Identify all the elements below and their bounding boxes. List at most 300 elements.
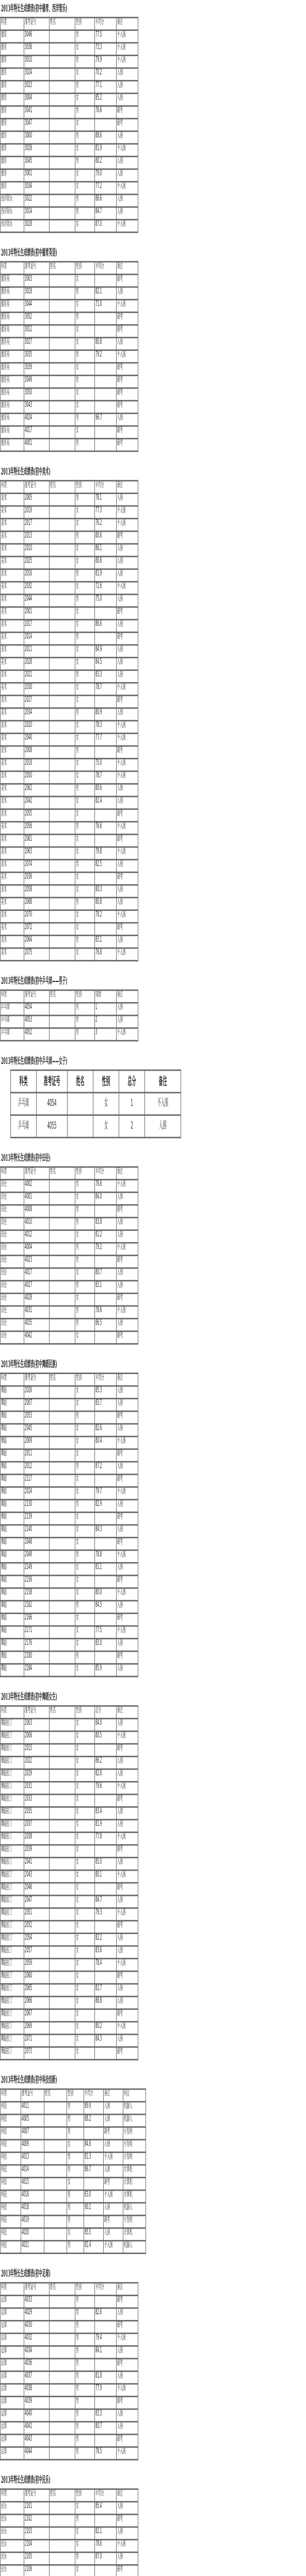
table-cell: 美术 [1, 582, 24, 595]
table-cell: 美术 [1, 733, 24, 746]
table-cell: 入围 [117, 1563, 138, 1575]
table-cell: 男 [75, 2320, 95, 2333]
table-cell: 女 [75, 1996, 95, 2009]
table-cell [95, 401, 117, 414]
column-header: 备注 [117, 990, 138, 1003]
table-cell: 入围 [117, 670, 138, 683]
table-cell: 2027 [24, 696, 50, 708]
table-cell: 2104 [24, 2539, 50, 2552]
table-cell: 女 [75, 809, 95, 822]
table-cell [50, 1386, 75, 1399]
table-cell [50, 388, 75, 401]
table-cell [95, 363, 117, 376]
table-cell [50, 936, 75, 948]
table-cell [95, 426, 117, 439]
table-cell: 机器人 [123, 2114, 146, 2127]
table-cell [50, 2384, 75, 2397]
table-cell: 缺考 [117, 401, 138, 414]
table-row [1, 1719, 138, 1732]
table-cell: 79.8 [95, 847, 117, 860]
table-cell: 缺考 [117, 1971, 138, 1984]
table-cell [95, 312, 117, 325]
table-cell: 男 [75, 2514, 95, 2527]
table-cell: 男 [75, 936, 95, 948]
table-cell [95, 923, 117, 936]
section-gap [0, 233, 306, 244]
table-cell: 4030 [24, 2320, 50, 2333]
table-cell: 女 [75, 1769, 95, 1782]
table-cell: 美术 [1, 531, 24, 544]
table-cell: 德育 [1, 43, 24, 56]
table-cell: 2103 [24, 2527, 50, 2540]
column-header: 准考证号 [24, 481, 50, 494]
column-header: 备注 [117, 262, 138, 275]
table-cell: 2055 [24, 809, 50, 822]
table-cell: 女 [75, 1639, 95, 1652]
table-cell: 女 [75, 582, 95, 595]
table-cell: 男 [75, 2359, 95, 2371]
score-table [0, 2488, 138, 2576]
table-cell: 足球 [1, 2447, 24, 2460]
table-cell: 美术 [1, 936, 24, 948]
table-cell [44, 2241, 67, 2253]
table-cell: 舞蹈 [1, 1525, 24, 1538]
table-cell: 舞蹈 [1, 1664, 24, 1677]
table-row [1, 93, 138, 106]
table-cell: 不入围 [117, 182, 138, 195]
table-cell: 77.9 [95, 2384, 117, 2397]
table-cell: 83.1 [95, 936, 117, 948]
table-cell: 舞蹈 [1, 1651, 24, 1664]
table-cell: 84.3 [95, 2035, 117, 2047]
table-cell: 缺考 [117, 2320, 138, 2333]
table-cell [84, 2215, 104, 2228]
table-cell: 美术 [1, 923, 24, 936]
table-cell: 女 [75, 506, 95, 519]
table-cell: 女 [75, 1537, 95, 1550]
table-row [1, 733, 138, 746]
table-cell: 女 [75, 885, 95, 898]
table-cell: 4012 [24, 1230, 50, 1243]
table-cell: 足球 [1, 2320, 24, 2333]
table-cell: 男 [75, 2447, 95, 2460]
table-cell [50, 809, 75, 822]
table-cell [95, 1475, 117, 1487]
table-cell [95, 118, 117, 131]
table-cell: 2010 [24, 544, 50, 557]
table-cell: 4017 [24, 426, 50, 439]
table-cell: 女 [75, 544, 95, 557]
table-cell [95, 388, 117, 401]
table-cell: 入围 [117, 1217, 138, 1230]
table-cell: 缺考 [117, 632, 138, 645]
table-cell: 3022 [24, 194, 50, 207]
table-cell: 4042 [24, 1331, 50, 1344]
table-cell: 机器人 [123, 2241, 146, 2253]
table-cell: 2176 [24, 1639, 50, 1652]
table-cell: 3023 [24, 81, 50, 94]
table-cell: 舞蹈拉丁 [1, 2047, 24, 2060]
table-cell: 男 [75, 1318, 95, 1331]
column-header: 科目 [123, 2089, 146, 2102]
table-row [1, 1857, 138, 1870]
column-header: 准考证号 [24, 1374, 50, 1386]
table-row [1, 325, 138, 338]
table-cell: 4007 [21, 2127, 44, 2140]
table-cell: 2149 [24, 1563, 50, 1575]
table-cell: 78.1 [95, 494, 117, 506]
table-cell: 不入围 [117, 910, 138, 923]
column-header: 性别 [75, 481, 95, 494]
table-cell [95, 1921, 117, 1934]
table-cell [50, 1769, 75, 1782]
table-cell: 男 [75, 194, 95, 207]
table-row [1, 1281, 138, 1294]
table-cell: 男 [75, 2434, 95, 2447]
table-row [1, 2308, 138, 2321]
table-cell: 86.2 [95, 1756, 117, 1769]
table-cell: 入围 [117, 1003, 138, 1015]
table-cell: 缺考 [117, 809, 138, 822]
table-cell: 入围 [117, 1399, 138, 1412]
table-row [1, 312, 138, 325]
table-cell [50, 2022, 75, 2035]
column-header: 准考证号 [24, 2283, 50, 2296]
table-cell: 女 [93, 1093, 119, 1115]
table-cell: 舞蹈 [1, 1487, 24, 1500]
table-cell [50, 1217, 75, 1230]
table-cell: 84.7 [95, 1895, 117, 1908]
table-cell: 田径 [1, 1217, 24, 1230]
column-header: 姓名 [50, 18, 75, 30]
table-cell: 78.4 [95, 1959, 117, 1972]
table-cell: 缺考 [117, 1883, 138, 1896]
section-gap [0, 2060, 306, 2072]
table-cell: 2066 [24, 1996, 50, 2009]
table-cell: 缺考 [117, 1449, 138, 1462]
table-cell: 入围 [104, 2203, 123, 2216]
table-cell: 入围 [117, 413, 138, 426]
table-cell: 舞蹈 [1, 1563, 24, 1575]
table-cell [50, 872, 75, 885]
table-cell: 85.2 [95, 93, 117, 106]
table-cell: 81.2 [95, 1230, 117, 1243]
table-cell [50, 1820, 75, 1833]
table-cell: 女 [75, 1525, 95, 1538]
table-cell: 德育 [1, 118, 24, 131]
table-cell: 女 [75, 2047, 95, 2060]
table-row [1, 43, 138, 56]
table-cell: 不入围 [117, 771, 138, 784]
table-cell: 男 [75, 670, 95, 683]
table-cell [50, 1832, 75, 1845]
table-cell [84, 2127, 104, 2140]
table-row [1, 1756, 138, 1769]
table-cell: 2019 [24, 506, 50, 519]
section-title: 2013年特长生成绩表(初中田径) [1, 1152, 51, 1164]
score-section [0, 1053, 306, 1149]
table-cell: 科技 [1, 2102, 21, 2114]
table-cell: 88.2 [84, 2114, 104, 2127]
table-cell: 女 [75, 1908, 95, 1921]
table-cell: 80.8 [95, 337, 117, 350]
table-cell: 2072 [24, 923, 50, 936]
table-cell: 美术 [1, 796, 24, 809]
section-gap [0, 1677, 306, 1688]
table-cell: 入围 [117, 68, 138, 81]
table-cell: 足球 [1, 2434, 24, 2447]
table-cell: 1 [119, 1093, 145, 1115]
table-cell [50, 1651, 75, 1664]
table-cell: 舞蹈拉丁 [1, 1794, 24, 1807]
table-row [1, 1003, 138, 1015]
table-cell: 入围 [117, 2502, 138, 2515]
table-cell: 2034 [24, 708, 50, 721]
table-cell [44, 2153, 67, 2165]
table-cell [50, 544, 75, 557]
table-cell [50, 1487, 75, 1500]
table-cell: 2074 [24, 860, 50, 873]
table-cell [50, 1318, 75, 1331]
table-cell: 男 [75, 569, 95, 582]
column-header: 平均分 [95, 1374, 117, 1386]
table-row [11, 1093, 181, 1115]
table-cell [50, 2346, 75, 2359]
table-cell: 入围 [117, 1664, 138, 1677]
table-cell [50, 683, 75, 696]
score-table [0, 261, 138, 452]
table-cell: 入围 [117, 936, 138, 948]
table-cell [50, 300, 75, 313]
table-row [1, 2165, 146, 2178]
table-row [1, 2371, 138, 2384]
table-cell: 女 [75, 1399, 95, 1412]
table-cell: 2060 [24, 1971, 50, 1984]
table-cell: 男 [75, 81, 95, 94]
table-cell: 科技 [1, 2190, 21, 2203]
table-cell: 2102 [24, 2514, 50, 2527]
column-header: 性别 [67, 2089, 84, 2102]
table-row [1, 657, 138, 670]
table-cell: 舞蹈 [1, 1399, 24, 1412]
table-cell: 84.0 [95, 1192, 117, 1205]
table-cell: 2045 [24, 1424, 50, 1437]
table-cell [50, 645, 75, 658]
table-cell: 4017 [24, 1268, 50, 1281]
table-cell [50, 1934, 75, 1946]
table-row [1, 721, 138, 734]
table-row [1, 144, 138, 157]
table-cell [44, 2127, 67, 2140]
table-cell: 入围 [117, 860, 138, 873]
table-row [1, 494, 138, 506]
table-cell: 缺考 [117, 1293, 138, 1306]
table-cell: 缺考 [117, 438, 138, 451]
table-cell [50, 885, 75, 898]
table-cell: 美术 [1, 556, 24, 569]
table-cell: 入围 [117, 620, 138, 633]
table-cell: 2117 [24, 1475, 50, 1487]
table-cell: 78.8 [95, 1550, 117, 1563]
table-cell: 80.5 [95, 1731, 117, 1744]
table-cell: 女 [75, 835, 95, 848]
table-cell: 男 [75, 438, 95, 451]
table-cell: 舞蹈 [1, 1462, 24, 1475]
score-section [0, 463, 306, 973]
table-cell [50, 43, 75, 56]
table-cell: 田径 [1, 1281, 24, 1294]
table-cell: 女 [75, 1613, 95, 1626]
section-gap [0, 2254, 306, 2265]
table-cell: 德育英 [1, 275, 24, 287]
table-cell: 不入围 [117, 219, 138, 232]
table-cell [95, 2295, 117, 2308]
section-gap [0, 1041, 306, 1053]
table-cell: 2039 [24, 1845, 50, 1858]
table-cell: 80.7 [95, 2422, 117, 2435]
table-cell: 女 [75, 1719, 95, 1732]
table-row [1, 2215, 146, 2228]
table-cell: 科技 [1, 2165, 21, 2178]
table-row [1, 2539, 138, 2552]
table-cell [50, 1639, 75, 1652]
table-cell: 男 [75, 1281, 95, 1294]
table-cell: 男 [75, 2552, 95, 2565]
table-cell: 入围 [117, 1934, 138, 1946]
table-row [1, 106, 138, 119]
table-cell: 87.0 [95, 219, 117, 232]
table-cell [50, 1870, 75, 1883]
table-cell: 84.5 [95, 657, 117, 670]
table-cell: 80.2 [95, 2022, 117, 2035]
column-header: 备注 [117, 1167, 138, 1180]
table-cell [50, 758, 75, 771]
table-cell [50, 1449, 75, 1462]
table-cell: 德育 [1, 157, 24, 170]
table-cell: 2021 [24, 670, 50, 683]
table-row [1, 1293, 138, 1306]
section-gap [0, 2461, 306, 2472]
table-cell: 2046 [24, 1883, 50, 1896]
table-row [1, 2241, 146, 2253]
table-cell: 71.0 [95, 300, 117, 313]
table-row [1, 1588, 138, 1601]
table-cell: 85.0 [95, 1857, 117, 1870]
table-cell: 77.8 [95, 1832, 117, 1845]
table-cell: 男 [75, 1462, 95, 1475]
table-cell: 女 [75, 948, 95, 961]
table-cell: 2047 [24, 1895, 50, 1908]
table-cell [95, 1971, 117, 1984]
table-cell: 女 [75, 68, 95, 81]
section-title: 2013年特长生成绩表(初中德育英语) [1, 247, 57, 259]
table-cell: 85.3 [95, 1386, 117, 1399]
table-cell: 3026 [24, 144, 50, 157]
column-header: 备注 [117, 2489, 138, 2502]
table-cell: 德育英 [1, 287, 24, 300]
column-header: 备注 [117, 1374, 138, 1386]
table-cell: 计算机 [123, 2165, 146, 2178]
table-cell: 美术 [1, 595, 24, 607]
table-cell: 4008 [24, 1205, 50, 1218]
table-cell [50, 438, 75, 451]
table-row [1, 2114, 146, 2127]
table-cell: 女 [93, 1115, 119, 1138]
table-cell [50, 784, 75, 796]
table-cell: 入围 [117, 1984, 138, 1997]
table-row [1, 1268, 138, 1281]
table-cell: 女 [75, 300, 95, 313]
table-header-row [1, 1374, 138, 1386]
table-cell: 81.9 [95, 569, 117, 582]
table-row [1, 1794, 138, 1807]
table-row [1, 1331, 138, 1344]
table-cell: 80.9 [95, 708, 117, 721]
table-cell [50, 2514, 75, 2527]
table-row [1, 2022, 138, 2035]
table-cell: 女 [75, 1971, 95, 1984]
table-cell [50, 632, 75, 645]
table-cell [50, 708, 75, 721]
table-cell [50, 1744, 75, 1757]
table-cell: 女 [75, 2009, 95, 2022]
table-row [1, 1487, 138, 1500]
table-row [1, 1626, 138, 1639]
section-gap [0, 1138, 306, 1149]
table-row [1, 401, 138, 414]
table-cell [95, 1293, 117, 1306]
table-cell: 男 [75, 708, 95, 721]
table-cell: 舞蹈 [1, 1436, 24, 1449]
table-cell: 入围 [104, 2102, 123, 2114]
table-cell: 缺考 [117, 275, 138, 287]
table-cell [50, 2308, 75, 2321]
table-cell: 2038 [24, 1832, 50, 1845]
table-cell: 76.2 [95, 519, 117, 532]
score-table [0, 2089, 146, 2254]
table-cell: 3003 [24, 275, 50, 287]
table-cell [50, 56, 75, 69]
score-section [0, 1688, 306, 2072]
table-cell: 缺考 [117, 118, 138, 131]
table-cell: 2037 [24, 1820, 50, 1833]
table-row [1, 68, 138, 81]
table-cell [50, 1180, 75, 1193]
table-cell: 田径 [1, 1180, 24, 1193]
table-cell: 乒乓球 [1, 1028, 24, 1041]
table-row [1, 2320, 138, 2333]
table-cell: 3041 [24, 106, 50, 119]
table-cell [95, 1744, 117, 1757]
table-cell: 德育英 [1, 413, 24, 426]
table-cell [95, 1575, 117, 1588]
table-cell [50, 822, 75, 835]
table-cell: 男 [75, 1550, 95, 1563]
table-cell: 缺考 [117, 388, 138, 401]
table-cell: 民乐 [1, 2514, 24, 2527]
table-cell: 83.4 [95, 1807, 117, 1820]
table-cell: 舞蹈 [1, 1411, 24, 1424]
table-cell [50, 2333, 75, 2346]
table-cell: 77.5 [95, 30, 117, 43]
table-cell: 女 [67, 2140, 84, 2153]
table-cell: 女 [75, 1230, 95, 1243]
table-cell [50, 506, 75, 519]
table-cell: 女 [75, 1857, 95, 1870]
table-row [1, 1934, 138, 1946]
table-cell: 西洋管乐 [1, 219, 24, 232]
table-cell: 小发明 [123, 2215, 146, 2228]
